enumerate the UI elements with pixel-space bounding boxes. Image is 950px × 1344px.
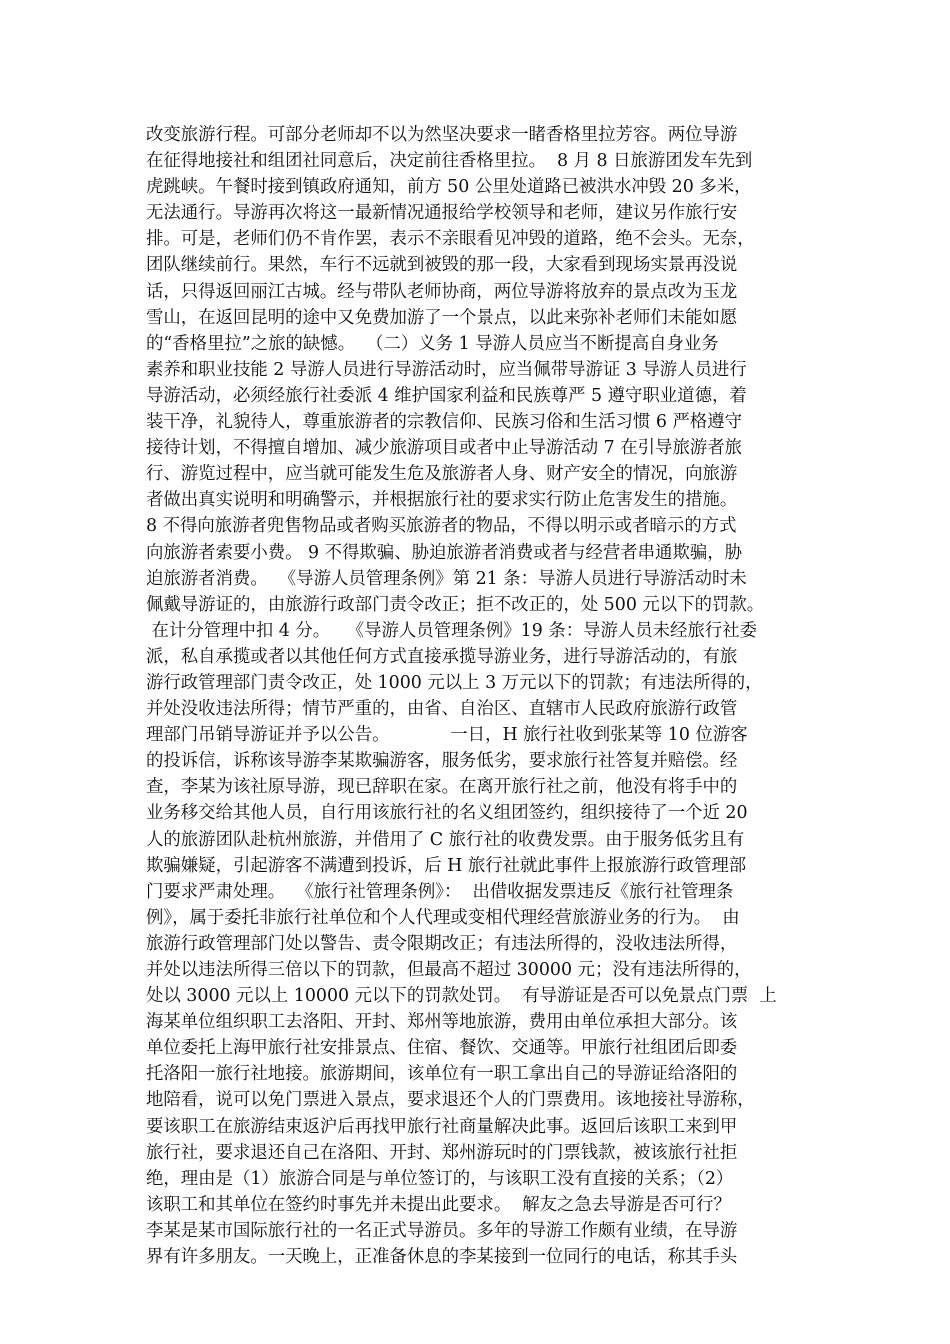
text-line: 单位委托上海甲旅行社安排景点、住宿、餐饮、交通等。甲旅行社组团后即委 xyxy=(146,1038,738,1059)
text-line: 者做出真实说明和明确警示，并根据旅行社的要求实行防止危害发生的措施。 xyxy=(146,490,738,511)
text-line: 界有许多朋友。一天晚上，正准备休息的李某接到一位同行的电话，称其手头 xyxy=(146,1247,738,1268)
text-line: 理部门吊销导游证并予以公告。 一日，H 旅行社收到张某等 10 位游客 xyxy=(146,725,748,746)
text-line: 行、游览过程中，应当就可能发生危及旅游者人身、财产安全的情况，向旅游 xyxy=(146,464,738,485)
text-line: 迫旅游者消费。 《导游人员管理条例》第 21 条：导游人员进行导游活动时未 xyxy=(146,568,747,589)
text-line: 佩戴导游证的，由旅游行政部门责令改正；拒不改正的，处 500 元以下的罚款。 xyxy=(146,594,765,615)
text-line: 例》，属于委托非旅行社单位和个人代理或变相代理经营旅游业务的行为。 由 xyxy=(146,907,740,928)
text-line: 旅行社，要求退还自己在洛阳、开封、郑州游玩时的门票钱款，被该旅行社拒 xyxy=(146,1142,738,1163)
body-text xyxy=(146,122,826,1270)
text-line: 人的旅游团队赴杭州旅游，并借用了 C 旅行社的收费发票。由于服务低劣且有 xyxy=(146,829,745,850)
text-line: 门要求严肃处理。 《旅行社管理条例》： 出借收据发票违反《旅行社管理条 xyxy=(146,881,734,902)
text-line: 改变旅游行程。可部分老师却不以为然坚决要求一睹香格里拉芳容。两位导游 xyxy=(146,125,738,145)
text-line: 地陪看，说可以免门票进入景点，要求退还个人的门票费用。该地接社导游称， xyxy=(146,1090,755,1111)
text-line: 绝，理由是（1）旅游合同是与单位签订的，与该职工没有直接的关系；（2） xyxy=(146,1168,734,1189)
text-line: 向旅游者索要小费。 9 不得欺骗、胁迫旅游者消费或者与经营者串通欺骗，胁 xyxy=(146,542,743,563)
text-line: 处以 3000 元以上 10000 元以下的罚款处罚。 有导游证是否可以免景点门票 上 xyxy=(146,986,777,1007)
text-line: 派，私自承揽或者以其他任何方式直接承揽导游业务，进行导游活动的，有旅 xyxy=(146,646,738,667)
text-line: 在征得地接社和组团社同意后，决定前往香格里拉。 8 月 8 日旅游团发车先到 xyxy=(146,151,753,172)
text-line: 的“香格里拉”之旅的缺憾。 （二）义务 1 导游人员应当不断提高自身业务 xyxy=(146,333,719,354)
text-line: 业务移交给其他人员，自行用该旅行社的名义组团签约，组织接待了一个近 20 xyxy=(146,803,748,824)
text-line: 素养和职业技能 2 导游人员进行导游活动时，应当佩带导游证 3 导游人员进行 xyxy=(146,359,747,380)
text-line: 托洛阳一旅行社地接。旅游期间，该单位有一职工拿出自己的导游证给洛阳的 xyxy=(146,1064,738,1085)
text-line: 的投诉信，诉称该导游李某欺骗游客，服务低劣，要求旅行社答复并赔偿。经 xyxy=(146,751,738,772)
text-line: 并处以违法所得三倍以下的罚款，但最高不超过 30000 元；没有违法所得的， xyxy=(146,960,752,980)
text-line: 雪山，在返回昆明的途中又免费加游了一个景点，以此来弥补老师们未能如愿 xyxy=(146,307,738,328)
text-line: 游行政管理部门责令改正，处 1000 元以上 3 万元以下的罚款；有违法所得的， xyxy=(146,672,763,693)
text-line: 欺骗嫌疑，引起游客不满遭到投诉，后 H 旅行社就此事件上报旅游行政管理部 xyxy=(146,855,747,876)
text-line: 在计分管理中扣 4 分。 《导游人员管理条例》19 条：导游人员未经旅行社委 xyxy=(146,620,758,641)
text-line: 话，只得返回丽江古城。经与带队老师协商，两位导游将放弃的景点改为玉龙 xyxy=(146,281,738,302)
text-line: 装干净，礼貌待人，尊重旅游者的宗教信仰、民族习俗和生活习惯 6 严格遵守 xyxy=(146,412,743,433)
text-line: 导游活动，必须经旅行社委派 4 维护国家利益和民族尊严 5 遵守职业道德，着 xyxy=(146,385,747,406)
text-line: 接待计划，不得擅自增加、减少旅游项目或者中止导游活动 7 在引导旅游者旅 xyxy=(146,438,743,459)
text-line: 该职工和其单位在签约时事先并未提出此要求。 解友之急去导游是否可行？ xyxy=(146,1194,731,1215)
text-line: 海某单位组织职工去洛阳、开封、郑州等地旅游，费用由单位承担大部分。该 xyxy=(146,1012,738,1033)
text-line: 团队继续前行。果然，车行不远就到被毁的那一段，大家看到现场实景再没说 xyxy=(146,255,738,276)
text-line: 并处没收违法所得；情节严重的，由省、自治区、直辖市人民政府旅游行政管 xyxy=(146,699,738,720)
text-line: 旅游行政管理部门处以警告、责令限期改正；有违法所得的，没收违法所得， xyxy=(146,933,738,954)
text-line: 无法通行。导游再次将这一最新情况通报给学校领导和老师，建议另作旅行安 xyxy=(146,203,738,224)
text-line: 要该职工在旅游结束返沪后再找甲旅行社商量解决此事。返回后该职工来到甲 xyxy=(146,1116,738,1137)
text-line: 李某是某市国际旅行社的一名正式导游员。多年的导游工作颇有业绩，在导游 xyxy=(146,1220,738,1241)
text-line: 虎跳峡。午餐时接到镇政府通知，前方 50 公里处道路已被洪水冲毁 20 多米， xyxy=(146,177,752,198)
text-line: 8 不得向旅游者兜售物品或者购买旅游者的物品，不得以明示或者暗示的方式 xyxy=(146,516,737,537)
text-line: 排。可是，老师们仍不肯作罢，表示不亲眼看见冲毁的道路，绝不会头。无奈， xyxy=(146,229,755,250)
text-line: 查，李某为该社原导游，现已辞职在家。在离开旅行社之前，他没有将手中的 xyxy=(146,777,738,798)
